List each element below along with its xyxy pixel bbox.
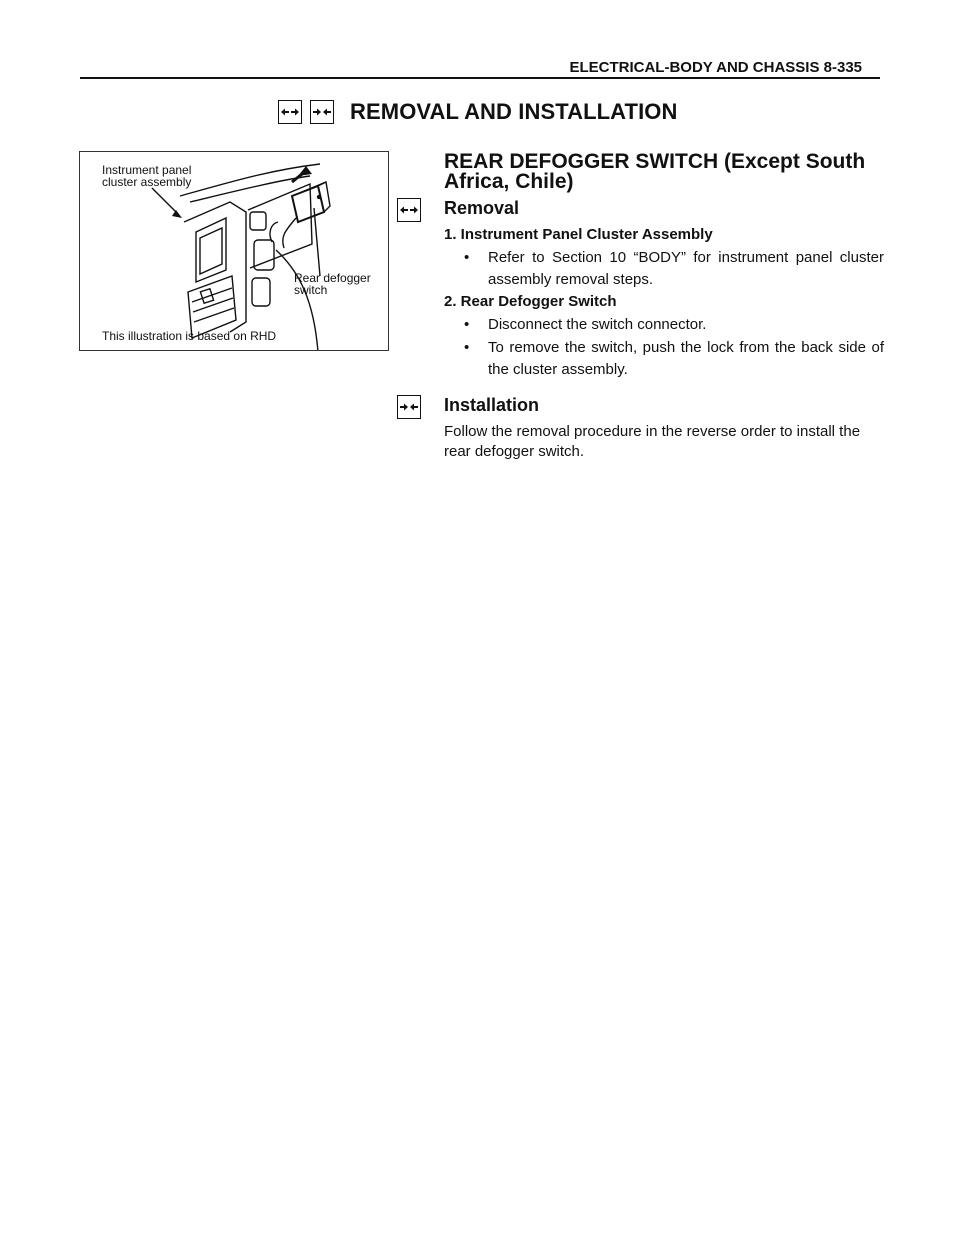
label-rear-defogger-switch: Rear defogger switch [294,271,371,297]
label-cluster-assembly: Instrument panel cluster assembly [102,163,192,189]
page-title: REMOVAL AND INSTALLATION [350,99,678,124]
installation-heading: Installation [444,395,540,415]
step-title: 1. Instrument Panel Cluster Assembly [444,226,713,243]
title-row [278,98,678,126]
removal-arrows-icon [278,100,302,124]
installation-arrows-icon [310,100,334,124]
header-text: ELECTRICAL-BODY AND CHASSIS 8-335 [569,59,862,76]
bullet-text: Disconnect the switch connector. [488,316,707,333]
removal-heading: Removal [444,198,520,218]
step-1 [444,224,884,291]
bullet-symbol: • [464,339,470,356]
bullet-text: Refer to Section 10 “BODY” for instrument panel cluster assembly removal steps. [488,249,884,288]
installation-text: Follow the removal procedure in the reverse order to install the rear defogger switch. [444,423,861,460]
bullet-text: To remove the switch, push the lock from the back side of the cluster assembly. [488,339,884,378]
bullet-symbol: • [464,316,470,333]
bullet-symbol: • [464,249,470,266]
removal-arrows-icon [397,198,421,222]
step-title: 2. Rear Defogger Switch [444,293,617,310]
list-item [464,337,884,381]
step-2 [444,291,884,381]
section-title: REAR DEFOGGER SWITCH (Except South Africa, Chile) [444,150,866,193]
installation-arrows-icon [397,395,421,419]
list-item [464,314,884,336]
page-header [80,60,880,79]
list-item [464,247,884,291]
label-rhd-note: This illustration is based on RHD [102,329,277,343]
illustration [79,151,389,351]
removal-steps [444,224,884,381]
